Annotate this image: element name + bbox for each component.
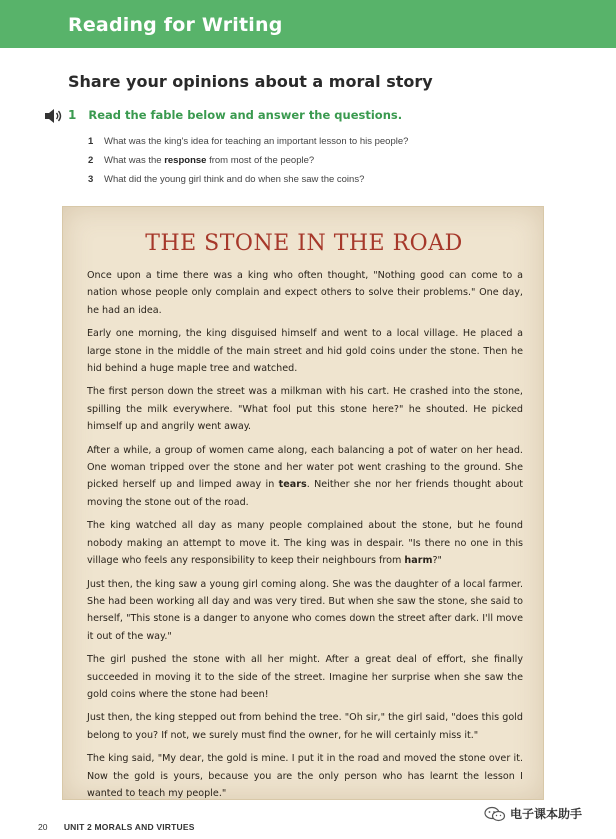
story-paragraph: Just then, the king saw a young girl coming along. She was the daughter of a local farmer. She had been working all day and was very tired. But when she saw the stone, she said to herself, "This stone is a danger to anyone who comes down the street after dark. I'll move it out of the way." — [87, 578, 523, 642]
story-paragraph: The first person down the street was a milkman with his cart. He crashed into the stone, spilling the milk everywhere. "What fool put this stone here?" he shouted. He picked himself up and angrily went away. — [87, 386, 523, 433]
story-paragraph: The king said, "My dear, the gold is mine. I put it in the road and moved the stone over it. Now the gold is yours, because you are the only person who has learnt the lesson I wanted to teach my people." — [87, 753, 523, 799]
question-list — [88, 136, 408, 193]
story-title: THE STONE IN THE ROAD — [145, 231, 463, 256]
task-number: 1 — [68, 108, 77, 122]
page-number: 20 — [38, 822, 48, 832]
task-row — [44, 106, 402, 124]
wechat-icon — [484, 806, 506, 822]
section-title: Share your opinions about a moral story — [68, 72, 433, 91]
story-paragraph: Just then, the king stepped out from behind the tree. "Oh sir," the girl said, "does this gold belong to you? If not, we surely must find the owner, for he will certainly miss it." — [87, 712, 523, 741]
story-paragraph: Once upon a time there was a king who often thought, "Nothing good can come to a nation whose people only complain and expect others to solve their problems." One day, he had an idea. — [87, 270, 523, 316]
story-paragraph: Early one morning, the king disguised himself and went to a local village. He placed a large stone in the middle of the main street and hid gold coins under the stone. Then he hid behind a huge maple tree and watched. — [87, 328, 523, 375]
story-paragraph: The girl pushed the stone with all her might. After a great deal of effort, she finally succeeded in moving it to the side of the street. Imagine her surprise when she saw the gold coins where the stone had been! — [87, 654, 523, 700]
question-text: What was the response from most of the people? — [104, 155, 315, 166]
task-instruction: Read the fable below and answer the questions. — [88, 108, 403, 122]
question-item — [88, 155, 408, 174]
page-footer — [38, 822, 195, 832]
question-item — [88, 174, 408, 193]
story-paragraph: The king watched all day as many people complained about the stone, but he found nobody making an attempt to move it. The king was in despair. "Is there no one in this village who feels any responsibility to keep their neighbours from harm?" — [87, 520, 523, 567]
story-paragraph: After a while, a group of women came along, each balancing a pot of water on her head. One woman tripped over the stone and her water pot went crashing to the ground. She picked herself up and limped away in tears. Neither she nor her friends thought about moving the stone out of the road. — [87, 444, 523, 508]
question-number: 2 — [88, 155, 94, 166]
question-number: 1 — [88, 136, 94, 147]
watermark-text: 电子课本助手 — [510, 807, 583, 821]
question-item — [88, 136, 408, 155]
question-text: What did the young girl think and do when she saw the coins? — [104, 174, 365, 185]
story-body — [87, 267, 523, 808]
watermark — [484, 805, 582, 822]
header-bar — [0, 0, 616, 48]
unit-label: UNIT 2 MORALS AND VIRTUES — [63, 822, 195, 832]
story-card — [62, 206, 544, 800]
question-text: What was the king's idea for teaching an important lesson to his people? — [104, 136, 409, 147]
header-title: Reading for Writing — [68, 14, 283, 36]
speaker-icon[interactable] — [44, 108, 64, 122]
question-number: 3 — [88, 174, 94, 185]
